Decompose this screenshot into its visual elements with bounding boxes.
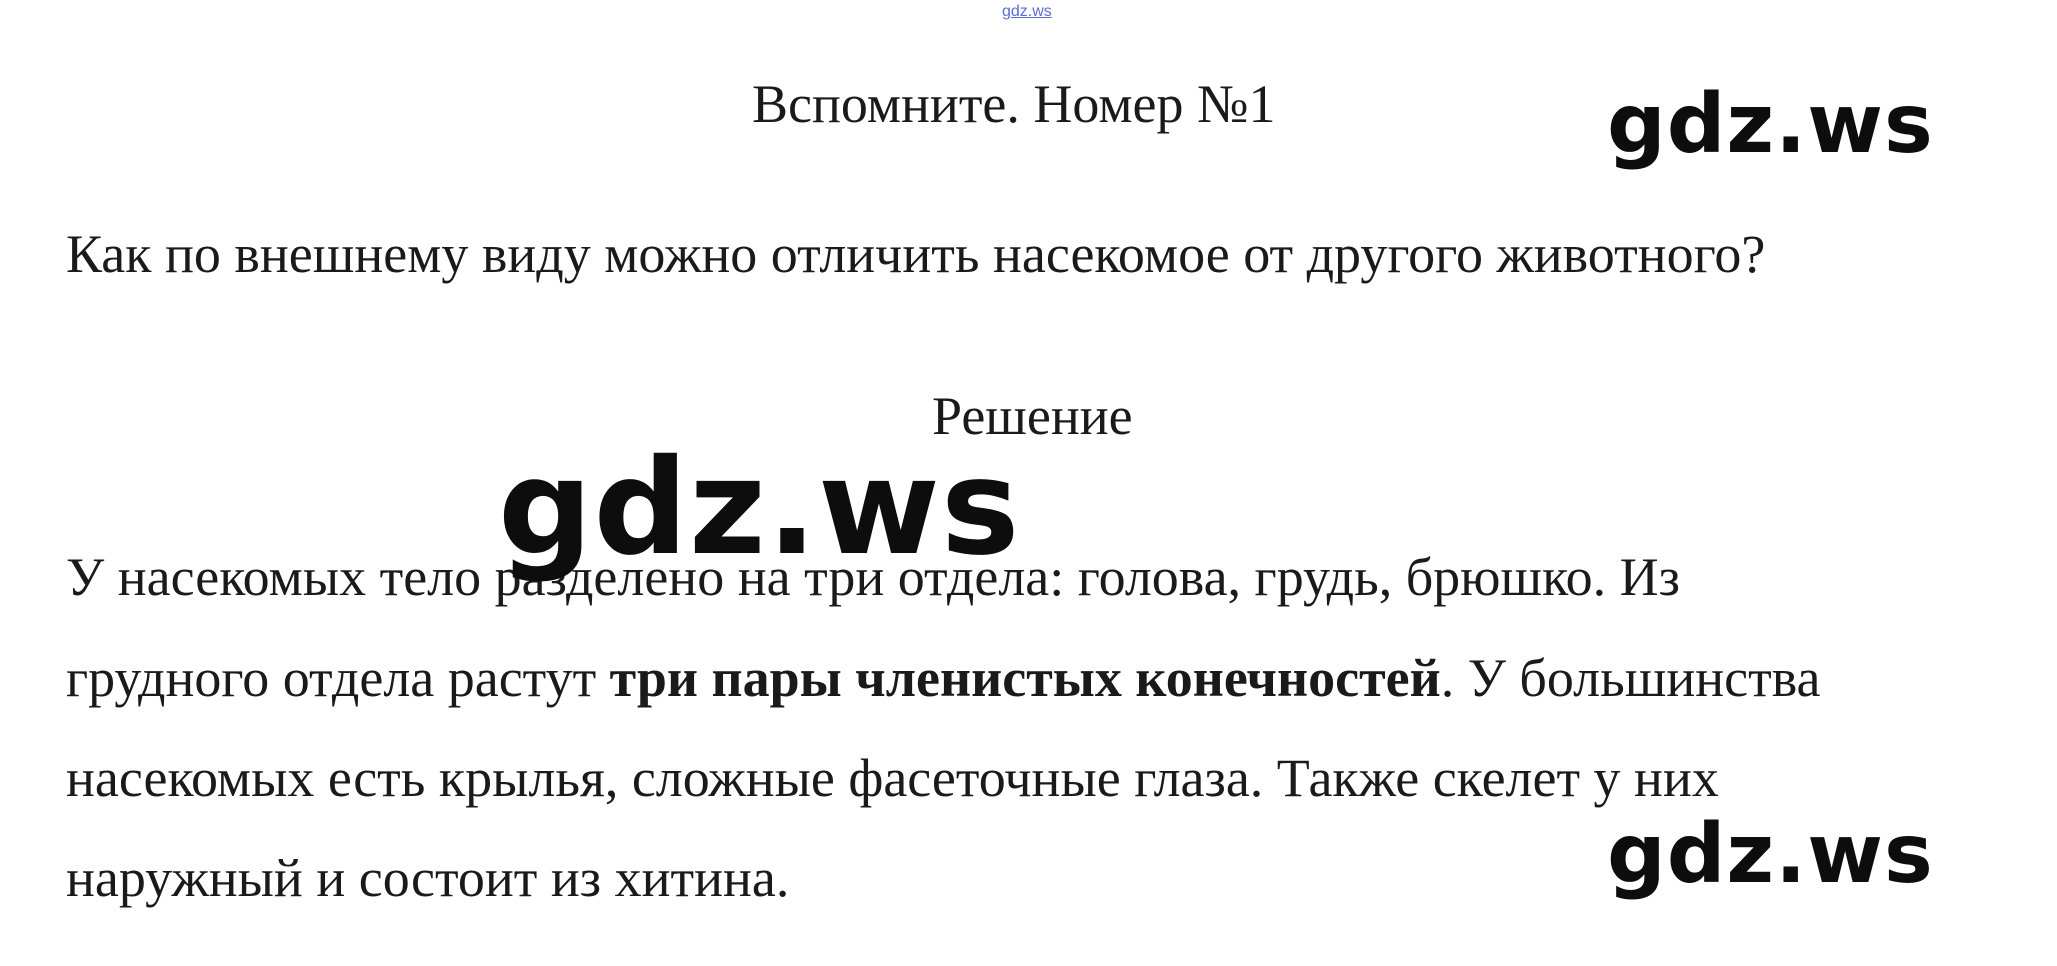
answer-line-4: наружный и состоит из хитина. bbox=[66, 848, 790, 908]
question-text: Как по внешнему виду можно отличить насекомое от другого животного? bbox=[66, 224, 1766, 284]
answer-line-2-start: грудного отдела растут bbox=[66, 648, 610, 708]
source-link[interactable]: gdz.ws bbox=[1002, 3, 1052, 20]
answer-line-1: У насекомых тело разделено на три отдела: голова, грудь, брюшко. Из bbox=[66, 547, 1680, 607]
watermark-middle: gdz.ws bbox=[498, 431, 1021, 585]
answer-line-2 bbox=[66, 646, 1820, 710]
answer-line-2-end: . У большинства bbox=[1440, 648, 1821, 708]
watermark-top-right: gdz.ws bbox=[1607, 77, 1934, 172]
page-title: Вспомните. Номер №1 bbox=[752, 74, 1276, 134]
watermark-bottom-right: gdz.ws bbox=[1607, 807, 1934, 902]
solution-heading: Решение bbox=[932, 386, 1133, 446]
answer-bold-phrase: три пары членистых конечностей bbox=[609, 648, 1441, 708]
answer-line-3: насекомых есть крылья, сложные фасеточные глаза. Также скелет у них bbox=[66, 748, 1719, 808]
